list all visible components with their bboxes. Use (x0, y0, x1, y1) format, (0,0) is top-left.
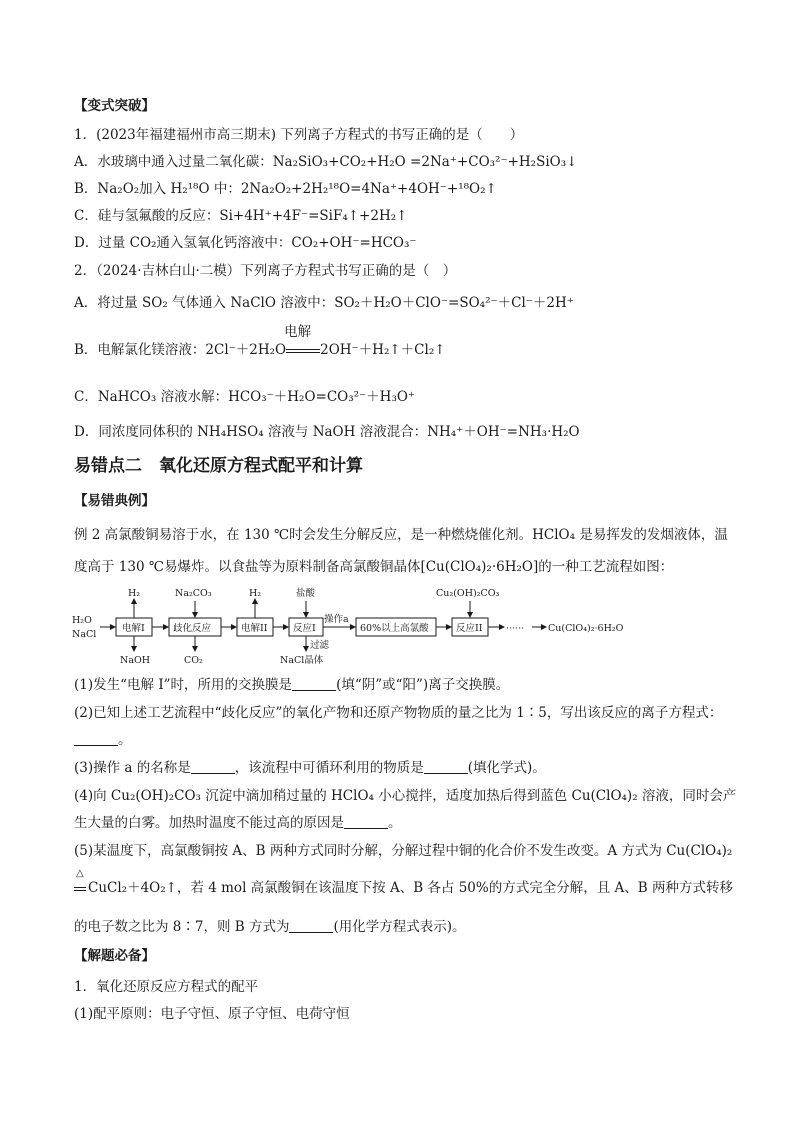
q1-option-d: D．过量 CO₂通入氢氧化钙溶液中：CO₂+OH⁻=HCO₃⁻ (74, 235, 417, 251)
subquestion-3-part-a: (3)操作 a 的名称是 (74, 760, 191, 776)
flow-bottom-4-op: 过滤 (310, 640, 330, 651)
q2-option-c: C．NaHCO₃ 溶液水解：HCO₃⁻＋H₂O=CO₃²⁻＋H₃O⁺ (74, 389, 416, 405)
flow-input-water: H₂O (72, 615, 92, 626)
solution-point-1: 1．氧化还原反应方程式的配平 (74, 979, 259, 995)
subquestion-5-line-3 (74, 917, 466, 937)
flow-box-4-label: 反应I (293, 623, 316, 634)
flow-box-6-label: 反应II (456, 623, 483, 634)
answer-blank-5[interactable] (289, 918, 333, 933)
electrolysis-arrow (284, 324, 320, 360)
answer-blank-1[interactable] (292, 676, 336, 691)
q2-option-b-suffix: 2OH⁻＋H₂↑＋Cl₂↑ (320, 342, 446, 358)
q2-option-d: D．同浓度同体积的 NH₄HSO₄ 溶液与 NaOH 溶液混合：NH₄⁺＋OH⁻=NH₃·H₂O (74, 424, 580, 440)
flow-top-3: H₂ (249, 588, 262, 599)
flow-top-1: H₂ (128, 588, 141, 599)
subquestion-5-line-1: (5)某温度下，高氯酸铜按 A、B 两种方式同时分解，分解过程中铜的化合价不发生改变。A 方式为 Cu(ClO₄)₂ (74, 843, 733, 859)
answer-blank-3a[interactable] (191, 759, 235, 774)
section-example-header: 【易错典例】 (74, 493, 155, 509)
subquestion-2: (2)已知上述工艺流程中“歧化反应”的氧化产物和还原产物物质的量之比为 1∶5，写出该反应的离子方程式： (74, 705, 723, 721)
example-paragraph-1: 例 2 高氯酸铜易溶于水，在 130 ℃时会发生分解反应，是一种燃烧催化剂。HClO₄ 是易挥发的发烟液体，温 (74, 527, 728, 543)
q1-option-c: C．硅与氢氟酸的反应：Si+4H⁺+4F⁻=SiF₄↑+2H₂↑ (74, 208, 408, 224)
flow-ellipsis: ······ (506, 623, 525, 634)
q1-option-b: B．Na₂O₂加入 H₂¹⁸O 中：2Na₂O₂+2H₂¹⁸O=4Na⁺+4OH⁻+¹⁸O₂↑ (74, 181, 497, 197)
flow-product: Cu(ClO₄)₂·6H₂O (548, 623, 624, 634)
flow-box-1-label: 电解I (122, 623, 145, 634)
section-title: 易错点二 氧化还原方程式配平和计算 (74, 456, 363, 476)
subquestion-3-part-b: ，该流程中可循环利用的物质是 (234, 760, 424, 776)
answer-blank-3b[interactable] (424, 759, 468, 774)
electrolysis-condition: 电解 (284, 324, 312, 340)
flow-bottom-2: CO₂ (184, 655, 203, 666)
solution-point-1-sub: (1)配平原则：电子守恒、原子守恒、电荷守恒 (74, 1006, 350, 1022)
flow-input-nacl: NaCl (72, 629, 97, 640)
q2-stem: 2．（2024·吉林白山·二模）下列离子方程式书写正确的是（ ） (74, 263, 457, 279)
subquestion-5-text-c: 的电子数之比为 8∶7，则 B 方式为 (74, 919, 290, 935)
flow-operation-a: 操作a (324, 614, 349, 625)
flow-bottom-1: NaOH (120, 655, 151, 666)
flow-top-2: Na₂CO₃ (175, 588, 212, 599)
flow-top-4: 盐酸 (296, 588, 316, 599)
section-variants-header: 【变式突破】 (74, 98, 155, 114)
subquestion-5-text-b: CuCl₂＋4O₂↑，若 4 mol 高氯酸铜在该温度下按 A、B 各占 50%的方式完全分解，且 A、B 两种方式转移 (88, 880, 733, 896)
flow-box-2-label: 歧化反应 (173, 623, 212, 634)
q2-option-b (74, 324, 446, 360)
flow-box-5-label: 60%以上高氯酸 (360, 623, 429, 634)
subquestion-4-line-2 (74, 813, 402, 833)
subquestion-3 (74, 758, 546, 778)
heat-condition: △ (76, 868, 84, 879)
subquestion-1-text: (1)发生“电解 I”时，所用的交换膜是 (74, 677, 293, 693)
q1-stem: 1．(2023年福建福州市高三期末) 下列离子方程式的书写正确的是（ ） (74, 127, 524, 143)
subquestion-4-text: 生大量的白雾。加热时温度不能过高的原因是 (74, 815, 344, 831)
subquestion-1 (74, 675, 509, 695)
subquestion-4-line-1: (4)向 Cu₂(OH)₂CO₃ 沉淀中滴加稍过量的 HClO₄ 小心搅拌，适度加热后得到蓝色 Cu(ClO₄)₂ 溶液，同时会产 (74, 788, 737, 804)
section-solution-header: 【解题必备】 (74, 948, 155, 964)
heat-arrow (74, 868, 88, 898)
q2-option-b-prefix: B．电解氯化镁溶液：2Cl⁻＋2H₂O (74, 342, 287, 358)
process-flow-diagram (70, 585, 670, 667)
subquestion-5-text-d: (用化学方程式表示)。 (333, 919, 466, 935)
subquestion-2-answer-line (74, 730, 132, 750)
subquestion-1-end: (填“阴”或“阳”)离子交换膜。 (336, 677, 510, 693)
q1-option-a: A．水玻璃中通入过量二氧化碳：Na₂SiO₃+CO₂+H₂O =2Na⁺+CO₃²⁻+H₂SiO₃↓ (74, 154, 578, 170)
subquestion-5-line-2 (74, 868, 733, 898)
flow-top-6: Cu₂(OH)₂CO₃ (436, 588, 500, 599)
answer-blank-2[interactable] (74, 731, 118, 746)
subquestion-2-end: 。 (118, 732, 132, 748)
subquestion-3-part-c: (填化学式)。 (467, 760, 546, 776)
q2-option-a: A．将过量 SO₂ 气体通入 NaClO 溶液中：SO₂＋H₂O＋ClO⁻=SO₄²⁻＋Cl⁻＋2H⁺ (74, 295, 574, 311)
answer-blank-4[interactable] (344, 814, 388, 829)
example-paragraph-2: 度高于 130 ℃易爆炸。以食盐等为原料制备高氯酸铜晶体[Cu(ClO₄)₂·6H₂O]的一种工艺流程如图： (74, 559, 674, 575)
flow-box-3-label: 电解II (241, 623, 268, 634)
flow-bottom-4: NaCl晶体 (280, 655, 324, 666)
subquestion-4-end: 。 (388, 815, 402, 831)
